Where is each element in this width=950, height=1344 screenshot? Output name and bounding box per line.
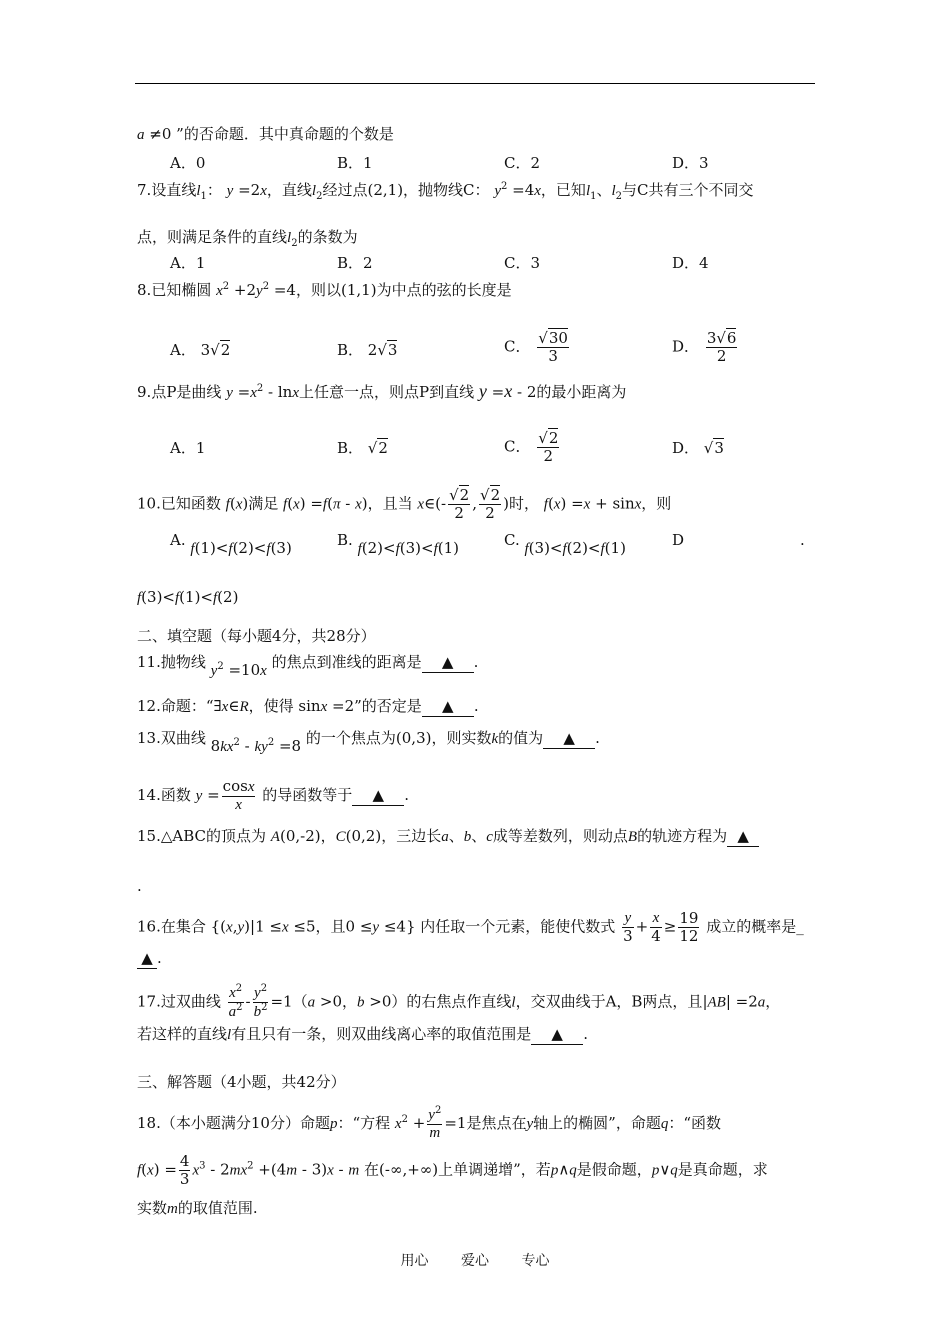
q6-option-a: A．0 xyxy=(170,154,206,172)
q11: 11.抛物线 $y^2 =10x$ 的焦点到准线的距离是 ▲ . xyxy=(137,653,479,679)
q6-tail: a ≠0 ”的否命题．其中真命题的个数是 xyxy=(137,125,394,143)
q7-line2: 点，则满足条件的直线$l_2$的条数为 xyxy=(137,228,358,249)
q6-option-b: B．1 xyxy=(337,154,373,172)
q9-option-c: C． $\frac{√2}{2}$ xyxy=(504,429,559,465)
q7-option-c: C．3 xyxy=(504,254,541,272)
footer-word-3: 专心 xyxy=(521,1253,550,1269)
q8-option-b: B． 2√3 xyxy=(337,341,398,359)
q14: 14.函数 y = $\frac{\cos x}{x}$ 的导函数等于 ▲ . xyxy=(137,777,410,813)
q8-stem: 8.已知椭圆 $x^2 +2y^2 =4$，则以(1,1)为中点的弦的长度是 xyxy=(137,281,512,299)
header-rule xyxy=(135,83,815,84)
q13: 13.双曲线 $8kx^2 - ky^2 =8$ 的一个焦点为(0,3)，则实数k的值为 ▲ . xyxy=(137,729,600,755)
q12: 12.命题：“∃x∈R，使得 sinx =2”的否定是 ▲ . xyxy=(137,697,479,715)
q6-option-d: D．3 xyxy=(672,154,709,172)
q7-option-a: A．1 xyxy=(170,254,206,272)
q10-option-d: f(3)<f(1)<f(2) xyxy=(137,588,239,606)
footer-word-1: 用心 xyxy=(400,1253,429,1269)
section-fill-in-heading: 二、填空题（每小题4分，共28分） xyxy=(137,627,376,645)
q10-dot: . xyxy=(800,531,805,549)
q17-line1: 17.过双曲线 $\frac{x^2}{a^2}$ - $\frac{y^2}{b^2}$ =1（a >0，b >0）的右焦点作直线l，交双曲线于A，B两点，且|AB| =2a， xyxy=(137,983,781,1020)
q8-option-c: C． $\frac{√30}{3}$ xyxy=(504,329,568,365)
q18-line2: f(x) = $\frac{4}{3}$ $x^3 - 2mx^2 +(4m - 3)x - m$ 在(-∞,+∞)上单调递增”，若p∧q是假命题，p∨q是真命题，求 xyxy=(137,1152,768,1188)
q10-option-b: B. f(2)<f(3)<f(1) xyxy=(337,531,459,557)
q9-option-a: A．1 xyxy=(170,439,206,457)
q15: 15.△ABC的顶点为 A(0,-2)，C(0,2)，三边长a、b、c成等差数列，则动点B的轨迹方程为 ▲ xyxy=(137,826,759,847)
q7-option-d: D．4 xyxy=(672,254,709,272)
q10-option-d-label: D xyxy=(672,531,685,549)
q18-line1: 18.（本小题满分10分）命题p：“方程 $x^2$ + $\frac{y^2}{m}$ =1是焦点在y轴上的椭圆”，命题q：“函数 xyxy=(137,1105,721,1141)
footer-word-2: 爱心 xyxy=(461,1253,489,1269)
q17-line2: 若这样的直线l有且只有一条，则双曲线离心率的取值范围是 ▲ . xyxy=(137,1025,588,1043)
q8-option-d: D． $\frac{3√6}{2}$ xyxy=(672,329,737,365)
q7-option-b: B．2 xyxy=(337,254,373,272)
q18-line3: 实数m的取值范围. xyxy=(137,1199,258,1217)
page-footer xyxy=(0,1250,950,1270)
section-solutions-heading: 三、解答题（4小题，共42分） xyxy=(137,1073,346,1091)
q10-option-c: C. f(3)<f(2)<f(1) xyxy=(504,531,626,557)
q9-option-d: D． √3 xyxy=(672,439,724,457)
q9-option-b: B． √2 xyxy=(337,439,388,457)
q16-blank: ▲ . xyxy=(137,948,162,969)
q8-option-a: A． 3√2 xyxy=(170,341,231,359)
q7-line1: 7.设直线$l_1$： y =2x，直线$l_2$经过点(2,1)，抛物线C： $y^2 =4x$，已知$l_1$、$l_2$与C共有三个不同交 xyxy=(137,181,754,202)
q10-option-a: A. f(1)<f(2)<f(3) xyxy=(170,531,292,557)
q9-stem: 9.点P是曲线 $y =x^2 - \ln x$上任意一点，则点P到直线 y =x - 2的最小距离为 xyxy=(137,381,627,401)
q6-option-c: C．2 xyxy=(504,154,541,172)
q10-stem: 10.已知函数 f(x)满足 f(x) =f(π - x)，且当 x∈(- $\frac{√2}{2}$ , $\frac{√2}{2}$ )时， f(x) =x + sinx，则 xyxy=(137,486,672,522)
q15-end: . xyxy=(137,877,142,895)
q16: 16.在集合 {(x,y)|1 ≤x ≤5，且0 ≤y ≤4} 内任取一个元素，能使代数式 $\frac{y}{3}$ + $\frac{x}{4}$ ≥ $\frac{19}{12}$ 成立的概率是_ xyxy=(137,909,804,945)
